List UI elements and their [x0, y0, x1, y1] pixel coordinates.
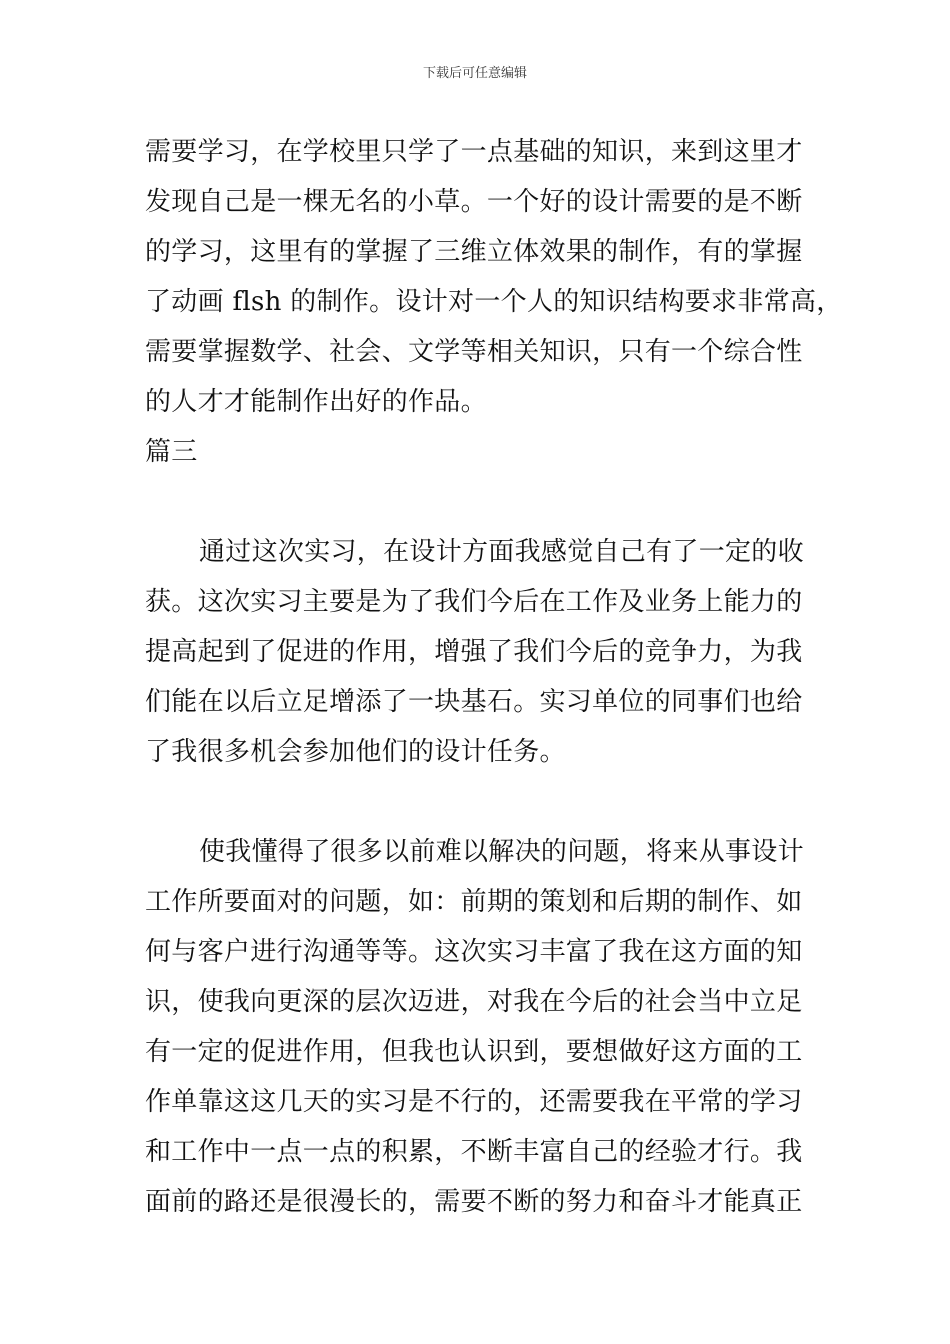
- text-line: 作单靠这这几天的实习是不行的，还需要我在平常的学习: [145, 1087, 803, 1117]
- text-line: 需要学习，在学校里只学了一点基础的知识，来到这里才: [145, 137, 803, 167]
- text-line: 有一定的促进作用，但我也认识到，要想做好这方面的工: [145, 1037, 803, 1067]
- text-line: 和工作中一点一点的积累，不断丰富自己的经验才行。我: [145, 1137, 803, 1167]
- paragraph-2: [145, 527, 825, 777]
- text-line: 识，使我向更深的层次迈进，对我在今后的社会当中立足: [145, 987, 803, 1017]
- text-line: 发现自己是一棵无名的小草。一个好的设计需要的是不断: [145, 187, 803, 217]
- text-line: 使我懂得了很多以前难以解决的问题，将来从事设计: [199, 837, 804, 867]
- text-line: 何与客户进行沟通等等。这次实习丰富了我在这方面的知: [145, 937, 803, 967]
- text-line: 的学习，这里有的掌握了三维立体效果的制作，有的掌握: [145, 237, 803, 267]
- document-body: [145, 127, 843, 1227]
- text-line: 了我很多机会参加他们的设计任务。: [145, 737, 566, 767]
- paragraph-1: [145, 127, 843, 427]
- text-line: 工作所要面对的问题，如：前期的策划和后期的制作、如: [145, 887, 803, 917]
- text-line: 通过这次实习，在设计方面我感觉自己有了一定的收: [199, 537, 804, 567]
- section-heading: 篇三: [145, 437, 198, 467]
- page-header: 下载后可任意编辑: [422, 66, 527, 81]
- spacer: [145, 477, 825, 527]
- paragraph-3: [145, 827, 825, 1227]
- text-line: 了动画 flsh 的制作。设计对一个人的知识结构要求非常高，: [145, 287, 843, 317]
- text-line: 的人才才能制作出好的作品。: [145, 387, 487, 417]
- text-line: 们能在以后立足增添了一块基石。实习单位的同事们也给: [145, 687, 803, 717]
- text-line: 需要掌握数学、社会、文学等相关知识，只有一个综合性: [145, 337, 803, 367]
- spacer: [145, 777, 825, 827]
- text-line: 提高起到了促进的作用，增强了我们今后的竞争力，为我: [145, 637, 803, 667]
- text-line: 面前的路还是很漫长的，需要不断的努力和奋斗才能真正: [145, 1187, 803, 1217]
- text-line: 获。这次实习主要是为了我们今后在工作及业务上能力的: [145, 587, 803, 617]
